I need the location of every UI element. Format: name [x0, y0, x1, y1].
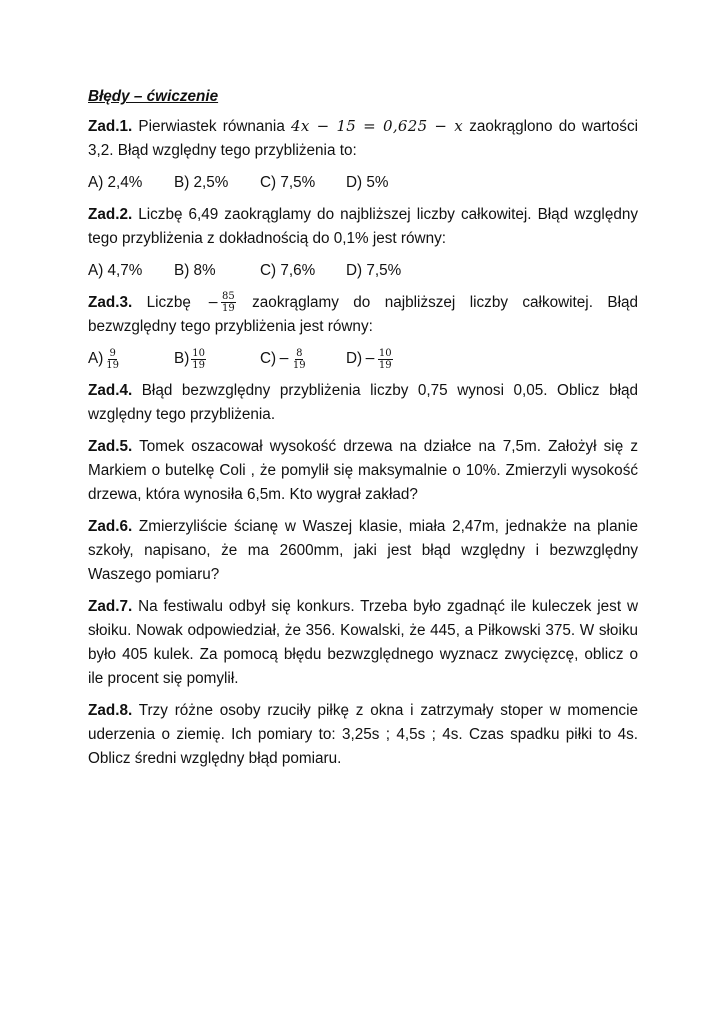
task-1-answer-b: B) 2,5%: [174, 174, 229, 191]
task-3-answer-a-fraction: [105, 348, 120, 371]
task-4: [88, 379, 638, 427]
task-3-fraction: [221, 291, 236, 314]
task-3-answers: [88, 347, 638, 371]
task-7-text: Na festiwalu odbył się konkurs. Trzeba było zgadnąć ile kuleczek jest w słoiku. Nowak odpowiedział, że 356. Kowalski, że 445, a Piłkowski 375. W słoiku było 405 kulek. Za pomocą błędu bezwzględnego wyznacz zwycięzcę, oblicz o ile procent się pomylił.: [88, 598, 638, 687]
task-2-answer-b: B) 8%: [174, 262, 216, 279]
task-1-answers: [88, 171, 638, 195]
task-1-text-a: Pierwiastek równania: [138, 118, 285, 135]
fraction-denominator: 19: [292, 359, 306, 371]
task-3-fraction-numerator: 85: [222, 291, 235, 303]
task-3-answer-d-letter: D): [346, 350, 363, 367]
task-3-label: Zad.3.: [88, 294, 133, 311]
worksheet: [88, 86, 638, 779]
task-6: [88, 515, 638, 587]
task-2-label: Zad.2.: [88, 206, 133, 223]
task-3-answer-c-fraction: [292, 348, 307, 371]
task-4-label: Zad.4.: [88, 382, 133, 399]
task-3-answer-d: [346, 347, 395, 371]
task-3-fraction-denominator: 19: [222, 303, 235, 315]
task-5: [88, 435, 638, 507]
task-1: [88, 114, 638, 163]
fraction-numerator: 10: [378, 347, 392, 359]
fraction-denominator: 19: [192, 359, 206, 371]
task-8-text: Trzy różne osoby rzuciły piłkę z okna i zatrzymały stoper w momencie uderzenia o ziemię. Ich pomiary to: 3,25s ; 4,5s ; 4s. Czas spadku piłki to 4s. Oblicz średni względny błąd pomiaru.: [88, 702, 638, 767]
task-7: [88, 595, 638, 691]
task-1-text-b: zaokrąglono do wartości 3,2. Błąd względny tego przybliżenia to:: [88, 118, 638, 159]
task-3-answer-a: [88, 347, 174, 371]
task-1-answer-a: A) 2,4%: [88, 174, 143, 191]
fraction-numerator: 10: [192, 347, 206, 359]
task-3-answer-c-sign: −: [278, 351, 290, 367]
task-3-text-b: zaokrąglamy do najbliższej liczby całkowitej. Błąd bezwzględny tego przybliżenia jest równy:: [88, 294, 638, 335]
task-2-text: Liczbę 6,49 zaokrąglamy do najbliższej liczby całkowitej. Błąd względny tego przybliżenia z dokładnością do 0,1% jest równy:: [88, 206, 639, 247]
fraction-numerator: 8: [296, 347, 303, 359]
fraction-denominator: 19: [378, 359, 392, 371]
task-2-answers: [88, 259, 638, 283]
task-3-text-a: Liczbę: [146, 294, 191, 311]
task-8-label: Zad.8.: [88, 702, 133, 719]
task-4-text: Błąd bezwzględny przybliżenia liczby 0,75 wynosi 0,05. Oblicz błąd względny tego przybliżenia.: [88, 382, 639, 423]
fraction-denominator: 19: [106, 359, 120, 371]
task-2-answer-d: D) 7,5%: [346, 262, 402, 279]
task-3-answer-a-letter: A): [88, 350, 104, 367]
task-1-answer-c: C) 7,5%: [260, 174, 316, 191]
task-2: [88, 203, 638, 251]
task-1-label: Zad.1.: [88, 118, 133, 135]
task-1-equation: 4x − 15 = 0,625 − x: [291, 117, 464, 135]
task-6-text: Zmierzyliście ścianę w Waszej klasie, miała 2,47m, jednakże na planie szkoły, napisano, że ma 2600mm, jaki jest błąd względny i bezwzględny Waszego pomiaru?: [88, 518, 639, 583]
task-3-answer-b: [174, 347, 260, 371]
task-3-answer-c-letter: C): [260, 350, 277, 367]
task-6-label: Zad.6.: [88, 518, 133, 535]
task-3-answer-d-sign: −: [364, 351, 376, 367]
task-3-answer-d-fraction: [378, 348, 393, 371]
task-1-answer-d: D) 5%: [346, 174, 389, 191]
task-3-answer-b-letter: B): [174, 350, 190, 367]
task-3-answer-b-fraction: [191, 348, 206, 371]
task-2-answer-c: C) 7,6%: [260, 262, 316, 279]
task-3: [88, 291, 638, 339]
task-3-answer-c: [260, 347, 346, 371]
task-5-text: Tomek oszacował wysokość drzewa na działce na 7,5m. Założył się z Markiem o butelkę Coli , że pomylił się maksymalnie o 10%. Zmierzyli wysokość drzewa, która wynosiła 6,5m. Kto wygrał zakład?: [88, 438, 638, 503]
task-3-minus-sign: −: [207, 295, 219, 311]
page-title: Błędy – ćwiczenie: [88, 88, 219, 105]
task-2-answer-a: A) 4,7%: [88, 262, 143, 279]
task-5-label: Zad.5.: [88, 438, 133, 455]
fraction-numerator: 9: [109, 347, 116, 359]
task-7-label: Zad.7.: [88, 598, 133, 615]
task-8: [88, 699, 638, 771]
